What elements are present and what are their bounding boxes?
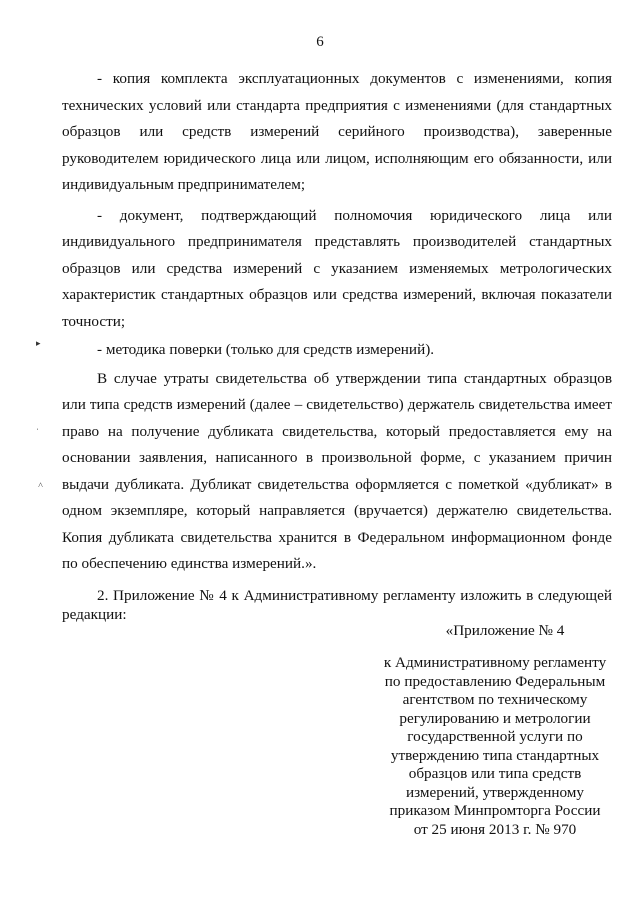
paragraph-duplicate-certificate: В случае утраты свидетельства об утверждении типа стандартных образцов или типа средств измерений (далее – свидетельство) держатель свидетельства имеет право на получение дубликата свидетельства, который предоставляется ему на основании заявления, написанного в произвольной форме, с указанием причин выдачи дубликата. Дубликат свидетельства оформляется с пометкой «дубликат» в одном экземпляре, который направляется (вручается) держателю свидетельства. Копия дубликата свидетельства хранится в Федеральном информационном фонде по обеспечению единства измерений.». — [62, 369, 612, 572]
appendix-reference-line: утверждению типа стандартных — [390, 746, 600, 764]
scan-speck: ˌ — [36, 420, 39, 430]
scan-speck: ▸ — [36, 338, 41, 348]
appendix-reference-line: агентством по техническому — [402, 691, 588, 708]
appendix-reference-line: по предоставлению Федеральным — [384, 672, 606, 690]
appendix-reference-line: от 25 июня 2013 г. № 970 — [413, 820, 577, 838]
paragraph-verification-method: - методика поверки (только для средств измерений). — [97, 341, 435, 358]
appendix-reference-line: приказом Минпромторга России — [389, 802, 601, 819]
appendix-reference-line: регулированию и метрологии — [399, 709, 591, 727]
appendix-reference-line: к Административному регламенту — [383, 654, 607, 671]
appendix-reference — [376, 654, 614, 839]
appendix-reference-line: государственной услуги по — [407, 728, 583, 745]
appendix-title: «Приложение № 4 — [445, 622, 565, 639]
document-body — [62, 66, 612, 624]
appendix-reference-line: образцов или типа средств — [408, 765, 582, 782]
scan-speck: ˄ — [38, 480, 44, 490]
paragraph-authority-document: - документ, подтверждающий полномочия юридического лица или индивидуального предпринимателя представлять производителей стандартных образцов или средства измерений с указанием изменяемых метрологических характеристик стандартных образцов или средства измерений, включая показатели точности; — [62, 206, 612, 330]
appendix-reference-line: измерений, утвержденному — [406, 783, 584, 801]
page-number: 6 — [316, 34, 324, 50]
paragraph-item-2: 2. Приложение № 4 к Административному регламенту изложить в следующей редакции: — [62, 586, 612, 623]
paragraph-docs-copy: - копия комплекта эксплуатационных документов с изменениями, копия технических условий или стандарта предприятия с изменениями (для стандартных образцов или средств измерений серийного производства), заверенные руководителем юридического лица или лицом, исполняющим его обязанности, или индивидуальным предпринимателем; — [62, 70, 612, 193]
